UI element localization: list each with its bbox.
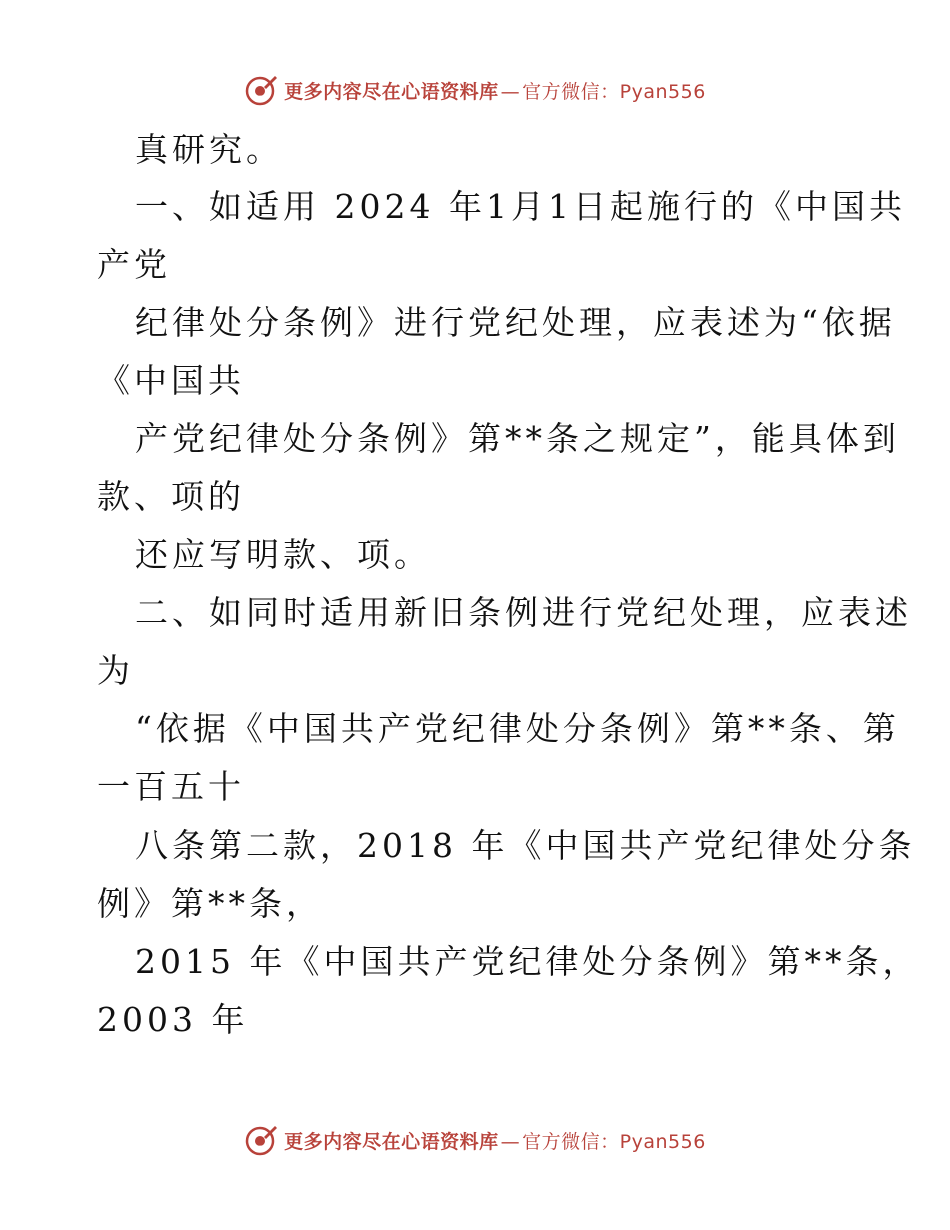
body-line: 产党纪律处分条例》第**条之规定”，能具体到 [135, 419, 900, 458]
watermark-wechat-text: 官方微信：Pyan556 [522, 1130, 706, 1153]
body-line: 为 [97, 651, 134, 690]
body-line: 一、如适用 2024 年1月1日起施行的《中国共 [135, 187, 906, 226]
footer-watermark [0, 1120, 950, 1160]
body-line: 纪律处分条例》进行党纪处理，应表述为“依据 [135, 303, 896, 342]
body-line: 2015 年《中国共产党纪律处分条例》第**条， [135, 942, 920, 981]
body-line: 例》第**条， [97, 884, 323, 923]
body-line: 还应写明款、项。 [135, 535, 431, 574]
body-line: 《中国共 [97, 361, 245, 400]
pen-nib-logo-icon [244, 1123, 278, 1157]
watermark-wechat-text: 官方微信：Pyan556 [522, 80, 706, 103]
body-line: 产党 [97, 245, 171, 284]
watermark-separator: — [500, 80, 521, 103]
body-line: 八条第二款，2018 年《中国共产党纪律处分条 [135, 826, 916, 865]
body-line: “依据《中国共产党纪律处分条例》第**条、第 [135, 709, 900, 748]
body-line: 2003 年 [97, 1000, 249, 1039]
watermark-lead-text: 更多内容尽在心语资料库 [284, 1130, 499, 1153]
watermark-lead-text: 更多内容尽在心语资料库 [284, 80, 499, 103]
pen-nib-logo-icon [244, 73, 278, 107]
body-line: 二、如同时适用新旧条例进行党纪处理，应表述 [135, 593, 912, 632]
body-line: 真研究。 [135, 130, 283, 169]
body-line: 一百五十 [97, 767, 245, 806]
body-line: 款、项的 [97, 477, 245, 516]
watermark-separator: — [500, 1130, 521, 1153]
header-watermark [0, 70, 950, 110]
